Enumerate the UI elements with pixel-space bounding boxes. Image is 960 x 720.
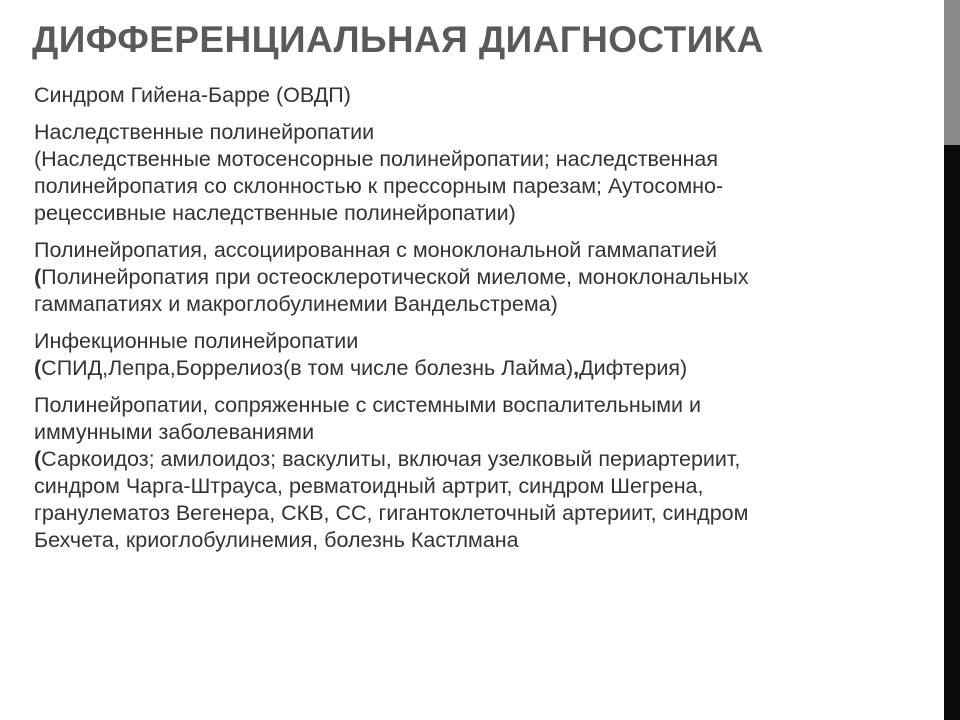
text-segment: Саркоидоз; амилоидоз; васкулиты, включая узелковый периартериит,: [41, 447, 741, 471]
text-line: [34, 264, 934, 291]
bold-paren: (: [34, 265, 42, 289]
list-item-guillain-barre: [34, 82, 934, 109]
text-line: Полинейропатии, сопряженные с системными воспалительными и: [34, 393, 702, 417]
side-bar-black: [944, 145, 960, 720]
text-line: (Наследственные мотосенсорные полинейропатии; наследственная: [34, 147, 719, 171]
slide-content: [34, 82, 934, 564]
text-line: Бехчета, криоглобулинемия, болезнь Кастлмана: [34, 528, 519, 552]
text-line: гаммапатиях и макроглобулинемии Вандельстрема): [34, 292, 558, 316]
list-item-infectious: [34, 328, 934, 382]
text-segment: Полинейропатия при остеосклеротической миеломе, моноклональных: [41, 265, 749, 289]
list-item-hereditary: [34, 119, 934, 227]
text-line: Полинейропатия, ассоциированная с моноклональной гаммапатией: [34, 238, 718, 262]
text-line: Наследственные полинейропатии: [34, 120, 375, 144]
slide-title: ДИФФЕРЕНЦИАЛЬНАЯ ДИАГНОСТИКА: [32, 19, 764, 60]
text-line: рецессивные наследственные полинейропатии): [34, 201, 516, 225]
bold-paren: (: [34, 356, 42, 380]
text-segment: СПИД,Лепра,Боррелиоз(в том числе болезнь Лайма): [41, 356, 574, 380]
text-line: Инфекционные полинейропатии: [34, 329, 359, 353]
text-line: полинейропатия со склонностью к прессорным парезам; Аутосомно-: [34, 174, 724, 198]
text-line: Синдром Гийена-Барре (ОВДП): [34, 83, 351, 107]
list-item-systemic: [34, 392, 934, 554]
bold-paren: (: [34, 447, 42, 471]
list-item-monoclonal: [34, 237, 934, 318]
text-line: синдром Чарга-Штрауса, ревматоидный артрит, синдром Шегрена,: [34, 474, 704, 498]
text-line: иммунными заболеваниями: [34, 420, 315, 444]
bold-comma: ,: [573, 356, 580, 380]
text-line: [34, 355, 934, 382]
side-bar-gray: [944, 0, 960, 145]
text-segment: Дифтерия): [579, 356, 688, 380]
text-line: [34, 446, 934, 473]
text-line: гранулематоз Вегенера, СКВ, СС, гигантоклеточный артериит, синдром: [34, 501, 749, 525]
